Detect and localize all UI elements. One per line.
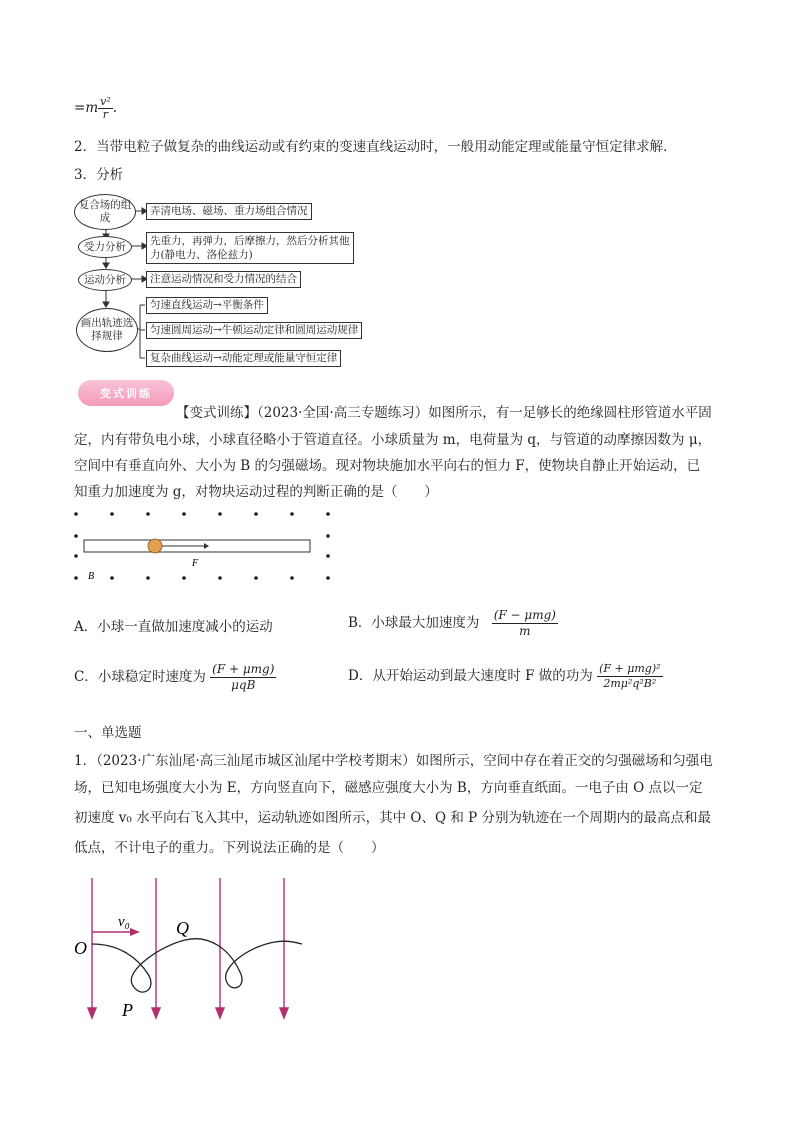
formula-m: m: [85, 100, 99, 116]
field-dot: [74, 576, 78, 580]
flow-box-force: [146, 232, 354, 264]
label-v0: v₀: [118, 914, 130, 930]
field-dot: [218, 576, 222, 580]
formula-num: v²: [100, 95, 111, 108]
label-Q: Q: [176, 918, 189, 938]
figure-trajectory: [70, 874, 310, 1024]
flow-oval-composition: 复合场的组成: [74, 194, 136, 230]
section-title: 一、单选题: [74, 725, 142, 741]
option-c-fraction: [210, 662, 276, 693]
label-P: P: [122, 1000, 133, 1020]
q1-line-4: 低点，不计电子的重力。下列说法正确的是（ ）: [74, 840, 385, 856]
ball: [148, 539, 162, 553]
flow-box-force-l1: 先重力，再弹力，后摩擦力，然后分析其他: [150, 235, 350, 247]
formula-eq: =: [74, 100, 86, 116]
option-c-text: C．小球稳定时速度为: [74, 669, 206, 685]
field-dot: [326, 512, 330, 516]
field-dot: [254, 576, 258, 580]
variant-line-2: 定，内有带负电小球，小球直径略小于管道直径。小球质量为 m，电荷量为 q，与管道的动摩擦因数为 μ，: [74, 432, 712, 448]
option-c[interactable]: [74, 662, 276, 693]
formula-end: .: [112, 100, 118, 116]
formula-top: [74, 96, 117, 121]
flow-box-complex: 复杂曲线运动→动能定理或能量守恒定律: [146, 350, 341, 367]
q1-line-3: 初速度 v₀ 水平向右飞入其中，运动轨迹如图所示，其中 O、Q 和 P 分别为轨迹在一个周期内的最高点和最: [74, 810, 712, 826]
field-dot: [110, 576, 114, 580]
field-dot: [290, 512, 294, 516]
option-b-num: (F − μmg): [493, 608, 556, 622]
flow-box-force-l2: 力(静电力、洛伦兹力): [150, 249, 253, 261]
option-d-den: 2mμ²q²B²: [603, 677, 657, 690]
figure-pipe-field: [66, 504, 336, 586]
flow-box-motion: 注意运动情况和受力情况的结合: [146, 271, 301, 288]
option-d[interactable]: [348, 662, 663, 691]
field-dot: [74, 554, 78, 558]
variant-line-3: 空间中有垂直向外、大小为 B 的匀强磁场。现对物块施加水平向右的恒力 F，使物块自静止开始运动，已: [74, 458, 701, 474]
flow-box-uniform-circle: 匀速圆周运动→牛顿运动定律和圆周运动规律: [146, 322, 362, 339]
flow-oval-motion: 运动分析: [78, 269, 132, 291]
variant-line-1: 【变式训练】（2023·全国·高三专题练习）如图所示，有一足够长的绝缘圆柱形管道水平固: [176, 405, 712, 421]
field-dot: [182, 576, 186, 580]
field-dot: [74, 534, 78, 538]
formula-fraction: [98, 96, 113, 121]
option-c-den: μqB: [231, 678, 256, 692]
field-dot: [290, 576, 294, 580]
flow-chart: [70, 192, 380, 372]
option-b-text: B．小球最大加速度为: [348, 615, 480, 631]
option-d-fraction: [597, 662, 662, 691]
item-2: 2．当带电粒子做复杂的曲线运动或有约束的变速直线运动时，一般用动能定理或能量守恒定律求解．: [74, 139, 677, 155]
flow-oval-trajectory: 画出轨迹选择规律: [76, 308, 138, 352]
field-dot: [110, 512, 114, 516]
option-b-den: m: [519, 624, 531, 638]
trajectory-curve: [92, 939, 302, 992]
field-dot: [146, 576, 150, 580]
option-d-text: D．从开始运动到最大速度时 F 做的功为: [348, 668, 593, 684]
option-c-num: (F + μmg): [212, 662, 275, 676]
field-dot: [326, 534, 330, 538]
field-dot: [326, 576, 330, 580]
formula-den: r: [102, 108, 109, 121]
option-b[interactable]: [348, 608, 558, 639]
field-dot: [74, 512, 78, 516]
field-dot: [218, 512, 222, 516]
option-a[interactable]: A．小球一直做加速度减小的运动: [74, 619, 273, 635]
field-dot: [254, 512, 258, 516]
flow-oval-force: 受力分析: [78, 236, 132, 258]
option-d-num: (F + μmg)²: [599, 662, 661, 675]
option-b-fraction: [492, 608, 558, 639]
variant-training-badge: 变式训练: [78, 380, 174, 406]
q1-line-2: 场，已知电场强度大小为 E，方向竖直向下，磁感应强度大小为 B，方向垂直纸面。一电子由 O 点以一定: [74, 780, 703, 796]
field-dot: [182, 512, 186, 516]
field-dot: [326, 554, 330, 558]
label-B: B: [88, 571, 95, 582]
variant-line-4: 知重力加速度为 g，对物块运动过程的判断正确的是（ ）: [74, 484, 438, 500]
item-3: 3．分析: [74, 167, 124, 183]
field-dot: [146, 512, 150, 516]
flow-box-uniform-line: 匀速直线运动→平衡条件: [146, 297, 268, 314]
flow-box-fields: 弄清电场、磁场、重力场组合情况: [146, 203, 312, 220]
label-F: F: [192, 558, 199, 569]
q1-line-1: 1．（2023·广东汕尾·高三汕尾市城区汕尾中学校考期末）如图所示，空间中存在着正交的匀强磁场和匀强电: [74, 753, 713, 769]
label-O: O: [74, 938, 87, 958]
